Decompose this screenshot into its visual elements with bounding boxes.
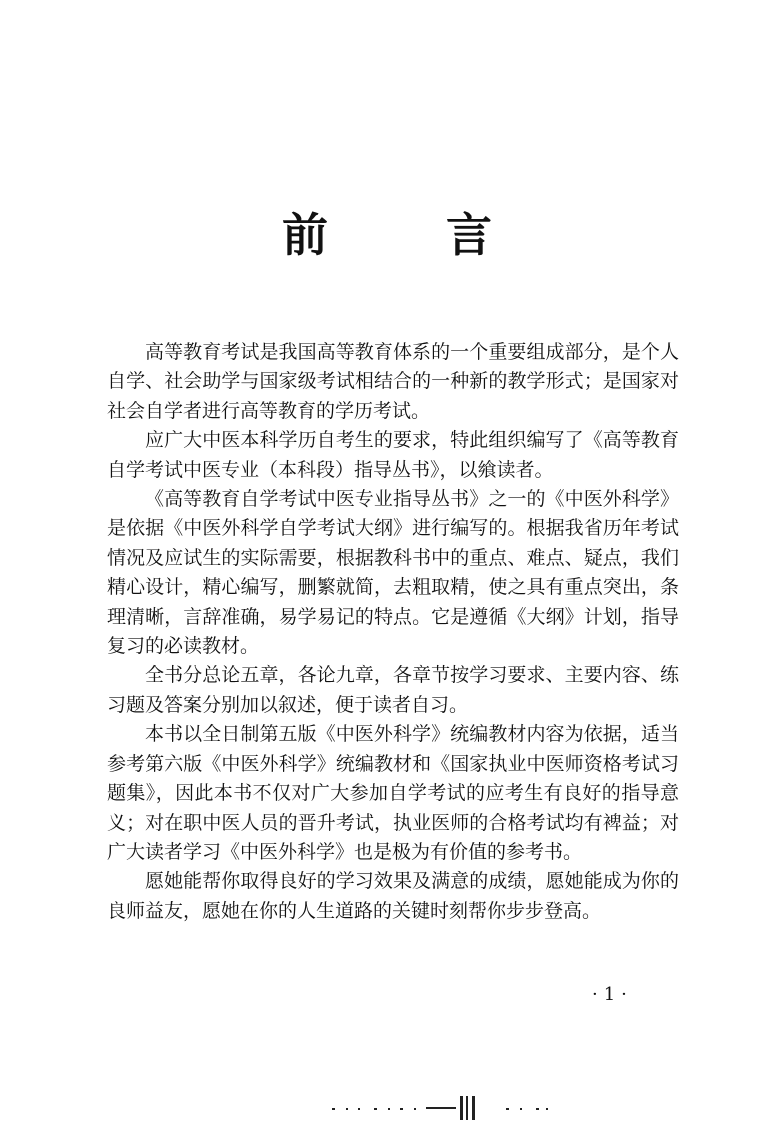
paragraph-6: 愿她能帮你取得良好的学习效果及满意的成绩，愿她能成为你的良师益友，愿她在你的人生道路的关键时刻帮你步步登高。 <box>107 870 679 922</box>
title-char-1: 前 <box>282 208 328 262</box>
page-number: ·1· <box>592 984 633 1005</box>
title-char-2: 言 <box>446 208 492 262</box>
paragraph-5: 本书以全日制第五版《中医外科学》统编教材内容为依据，适当参考第六版《中医外科学》统编教材和《国家执业中医师资格考试习题集》，因此本书不仅对广大参加自学考试的应考生有良好的指导意义；对在职中医人员的晋升考试，执业医师的合格考试均有裨益；对广大读者学习《中医外科学》也是极为有价值的参考书。 <box>107 723 679 863</box>
page-title <box>0 205 777 265</box>
paragraph-1: 高等教育考试是我国高等教育体系的一个重要组成部分，是个人自学、社会助学与国家级考试相结合的一种新的教学形式；是国家对社会自学者进行高等教育的学历考试。 <box>107 341 679 422</box>
paragraph-4: 全书分总论五章，各论九章，各章节按学习要求、主要内容、练习题及答案分别加以叙述，便于读者自习。 <box>107 664 679 716</box>
paragraph-2: 应广大中医本科学历自考生的要求，特此组织编写了《高等教育自学考试中医专业（本科段）指导丛书》，以飨读者。 <box>107 429 679 481</box>
scan-artifact <box>330 1094 560 1120</box>
preface-body <box>107 338 679 926</box>
paragraph-3: 《高等教育自学考试中医专业指导丛书》之一的《中医外科学》是依据《中医外科学自学考试大纲》进行编写的。根据我省历年考试情况及应试生的实际需要，根据教科书中的重点、难点、疑点，我们精心设计，精心编写，删繁就简，去粗取精，使之具有重点突出，条理清晰，言辞准确，易学易记的特点。它是遵循《大纲》计划，指导复习的必读教材。 <box>107 488 679 658</box>
